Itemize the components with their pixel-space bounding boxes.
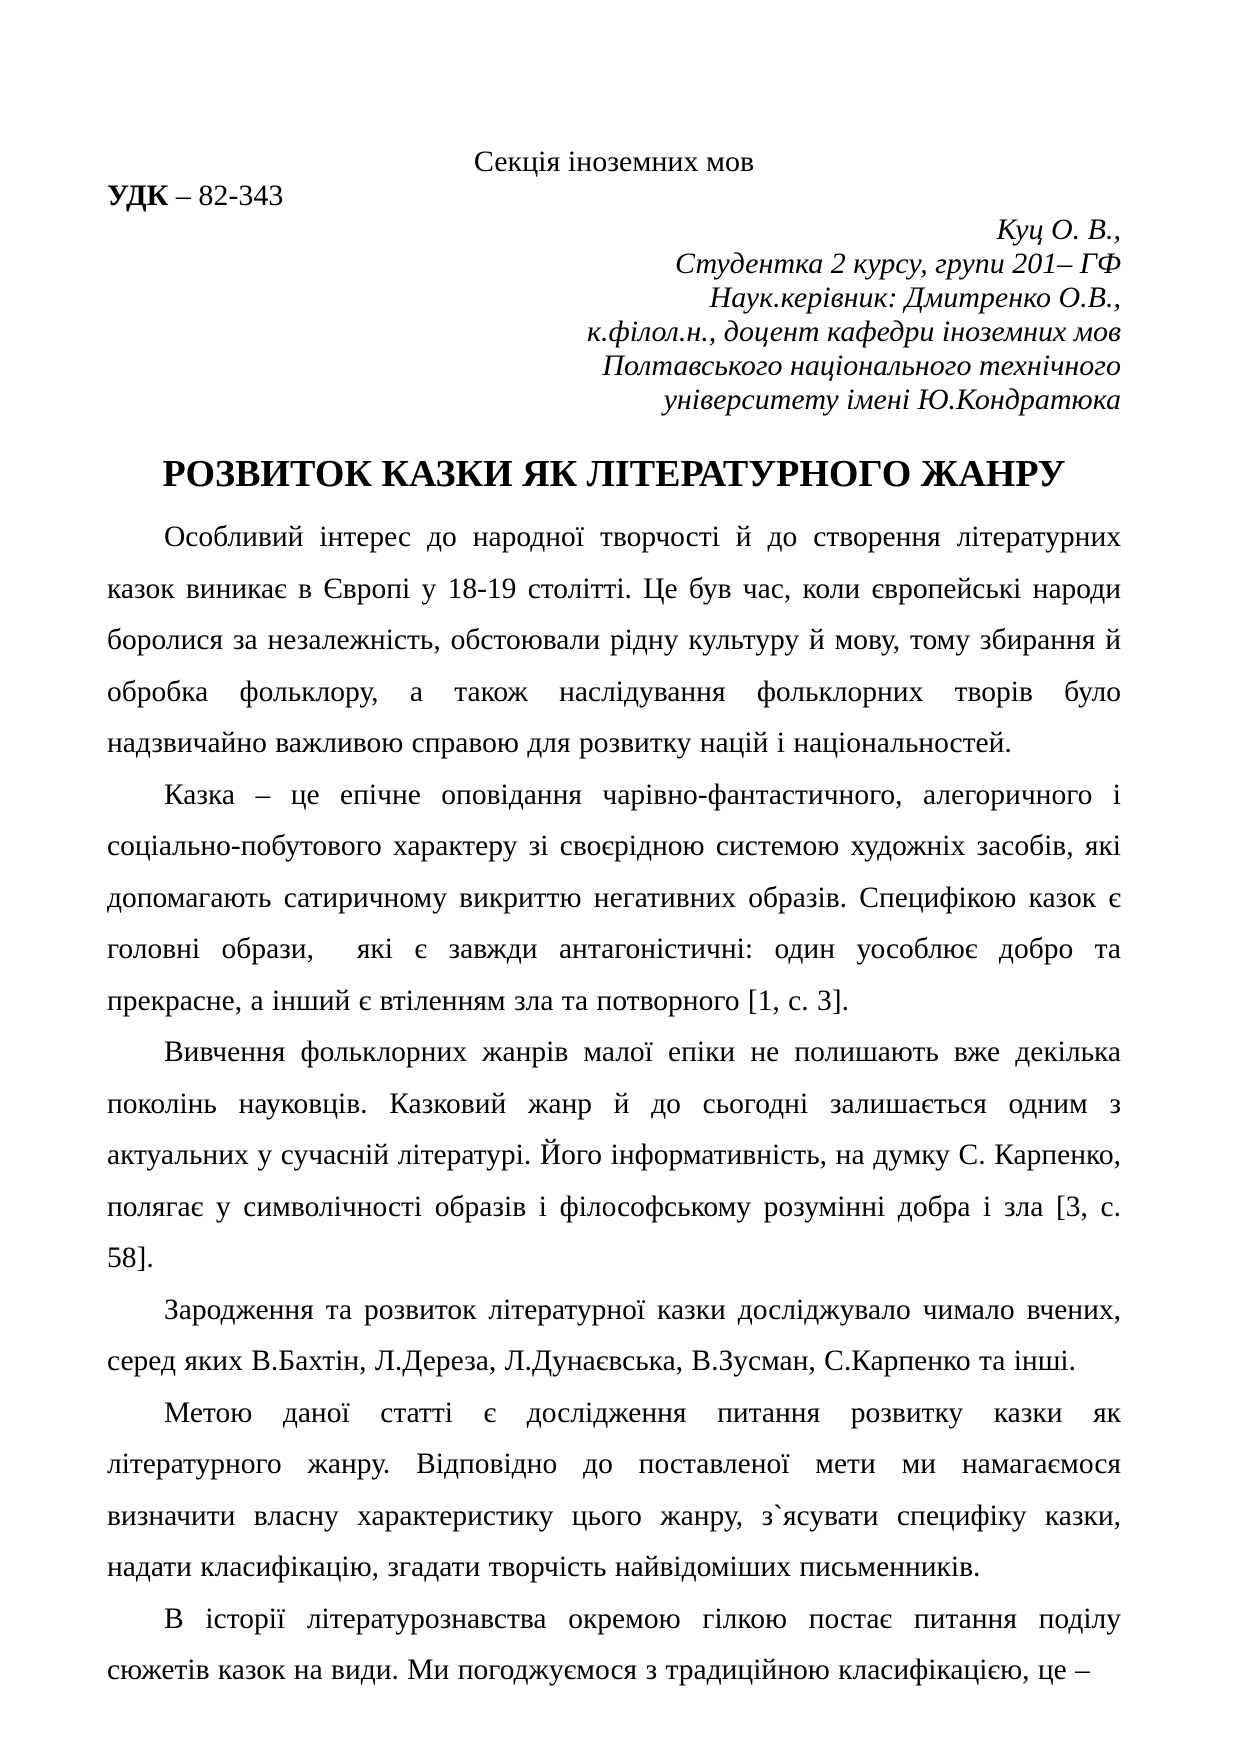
paragraph: Зародження та розвиток літературної казки досліджувало чимало вчених, серед яких В.Бахтін, Л.Дереза, Л.Дунаєвська, В.Зусман, С.Карпенко та інші.	[107, 1293, 1121, 1377]
paragraph: В історії літературознавства окремою гілкою постає питання поділу сюжетів казок на види. Ми погоджуємося з традиційною класифікацією, це –	[107, 1602, 1121, 1686]
section-header: Секція іноземних мов	[473, 145, 755, 178]
author-line: університету імені Ю.Кондратюка	[663, 383, 1121, 416]
author-line: Студентка 2 курсу, групи 201– ГФ	[675, 247, 1121, 280]
paragraph: Вивчення фольклорних жанрів малої епіки не полишають вже декілька поколінь науковців. Казковий жанр й до сьогодні залишається одним з актуальних у сучасній літературі. Його інформативність, на думку С. Карпенко, полягає у символічності образів і філософському розумінні добра і зла [3, с. 58].	[107, 1036, 1121, 1274]
article-title: РОЗВИТОК КАЗКИ ЯК ЛІТЕРАТУРНОГО ЖАНРУ	[162, 453, 1066, 495]
paragraph: Метою даної статті є дослідження питання розвитку казки як літературного жанру. Відповідно до поставленої мети ми намагаємося визначити власну характеристику цього жанру, з`ясувати специфіку казки, надати класифікацію, згадати творчість найвідоміших письменників.	[107, 1396, 1121, 1583]
author-line: Куц О. В.,	[996, 213, 1121, 246]
author-line: к.філол.н., доцент кафедри іноземних мов	[586, 315, 1121, 348]
paragraph: Особливий інтерес до народної творчості й до створення літературних казок виникає в Європі у 18-19 столітті. Це був час, коли європейські народи боролися за незалежність, обстоювали рідну культуру й мову, тому збирання й обробка фольклору, а також наслідування фольклорних творів було надзвичайно важливою справою для розвитку націй і національностей.	[107, 521, 1121, 759]
article-body	[107, 512, 1121, 1697]
author-block	[107, 213, 1121, 417]
author-line: Полтавського національного технічного	[602, 349, 1121, 382]
author-line: Наук.керівник: Дмитренко О.В.,	[709, 281, 1121, 314]
udk-value: – 82-343	[168, 179, 284, 212]
udk-label: УДК	[107, 179, 169, 212]
udk-line	[107, 179, 1121, 213]
paragraph: Казка – це епічне оповідання чарівно-фантастичного, алегоричного і соціально-побутового характеру зі своєрідною системою художніх засобів, які допомагають сатиричному викриттю негативних образів. Специфікою казок є головні образи, які є завжди антагоністичні: один уособлює добро та прекрасне, а інший є втіленням зла та потворного [1, с. 3].	[107, 778, 1121, 1017]
